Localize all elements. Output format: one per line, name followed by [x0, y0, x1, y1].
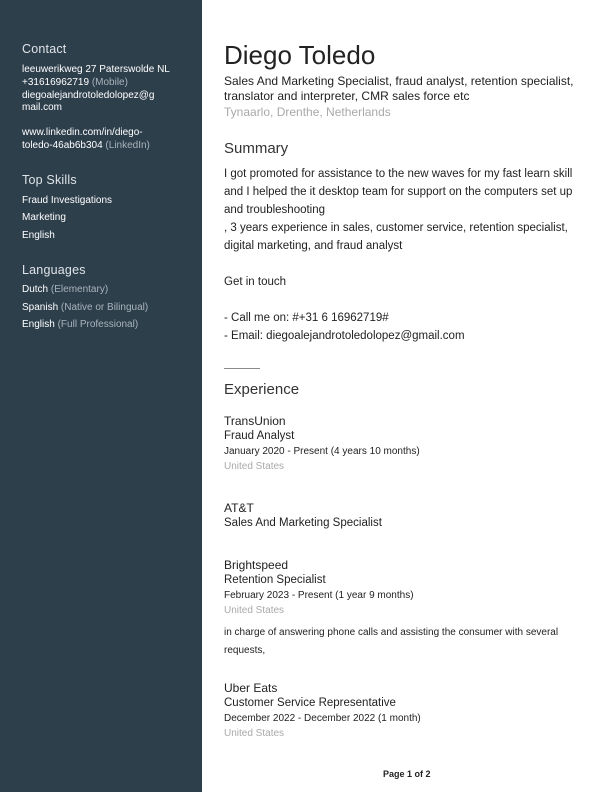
section-divider — [224, 368, 260, 369]
language-item — [22, 319, 138, 330]
job-dates: December 2022 - December 2022 (1 month) — [224, 713, 421, 724]
contact-heading: Contact — [22, 42, 67, 56]
headline — [224, 74, 594, 104]
summary-title: Summary — [224, 140, 289, 157]
job-description: in charge of answering phone calls and assisting the consumer with several — [224, 627, 559, 638]
experience-title: Experience — [224, 381, 300, 398]
job-company: TransUnion — [224, 414, 286, 428]
summary-line: Get in touch — [224, 276, 287, 288]
contact-phone-type: (Mobile) — [91, 77, 128, 88]
language-level: (Full Professional) — [57, 319, 139, 330]
job-role: Customer Service Representative — [224, 697, 396, 709]
top-skills-heading: Top Skills — [22, 173, 77, 187]
headline-line1: Sales And Marketing Specialist, fraud analyst, retention specialist, — [224, 74, 574, 88]
summary-line: digital marketing, and fraud analyst — [224, 240, 403, 252]
job-location: United States — [224, 728, 285, 739]
job-company: AT&T — [224, 501, 254, 515]
summary-line: - Call me on: #+31 6 16962719# — [224, 312, 389, 324]
languages-heading: Languages — [22, 263, 86, 277]
language-item — [22, 284, 108, 295]
job-location: United States — [224, 605, 285, 616]
job-company: Brightspeed — [224, 558, 289, 572]
contact-linkedin-type: (LinkedIn) — [105, 140, 150, 151]
language-level: (Elementary) — [50, 284, 109, 295]
page-number: Page 1 of 2 — [383, 769, 431, 779]
summary-line: - Email: diegoalejandrotoledolopez@gmail.com — [224, 330, 465, 342]
job-location: United States — [224, 461, 285, 472]
location: Tynaarlo, Drenthe, Netherlands — [224, 105, 391, 119]
summary-line: and troubleshooting — [224, 204, 326, 216]
skill-item: Fraud Investigations — [22, 195, 113, 206]
job-role: Retention Specialist — [224, 574, 326, 586]
summary-line: I got promoted for assistance to the new waves for my fast learn skill — [224, 168, 573, 180]
language-item — [22, 302, 148, 313]
contact-linkedin-line2 — [22, 140, 150, 151]
contact-phone-line — [22, 77, 128, 88]
contact-address: leeuwerikweg 27 Paterswolde NL — [22, 64, 170, 75]
summary-line: and I helped the it desktop team for support on the computers set up — [224, 186, 573, 198]
language-name: Spanish — [22, 302, 59, 313]
language-name: Dutch — [22, 284, 49, 295]
person-name: Diego Toledo — [224, 40, 376, 70]
language-name: English — [22, 319, 55, 330]
sidebar — [0, 0, 202, 792]
contact-email-line2[interactable]: mail.com — [22, 102, 63, 113]
job-company: Uber Eats — [224, 681, 278, 695]
skill-item: Marketing — [22, 212, 66, 223]
job-dates: February 2023 - Present (1 year 9 months) — [224, 590, 414, 601]
headline-line2: translator and interpreter, CMR sales force etc — [224, 89, 470, 103]
skill-item: English — [22, 230, 55, 241]
summary-line: , 3 years experience in sales, customer service, retention specialist, — [224, 222, 568, 234]
contact-linkedin[interactable]: toledo-46ab6b304 — [22, 140, 103, 151]
job-role: Fraud Analyst — [224, 430, 295, 442]
job-description: requests, — [224, 645, 266, 656]
job-role: Sales And Marketing Specialist — [224, 517, 382, 529]
contact-email-line1[interactable]: diegoalejandrotoledolopez@g — [22, 90, 155, 101]
language-level: (Native or Bilingual) — [60, 302, 149, 313]
contact-linkedin-line1[interactable]: www.linkedin.com/in/diego- — [22, 127, 143, 138]
contact-phone[interactable]: +31616962719 — [22, 77, 90, 88]
job-dates: January 2020 - Present (4 years 10 months) — [224, 446, 420, 457]
